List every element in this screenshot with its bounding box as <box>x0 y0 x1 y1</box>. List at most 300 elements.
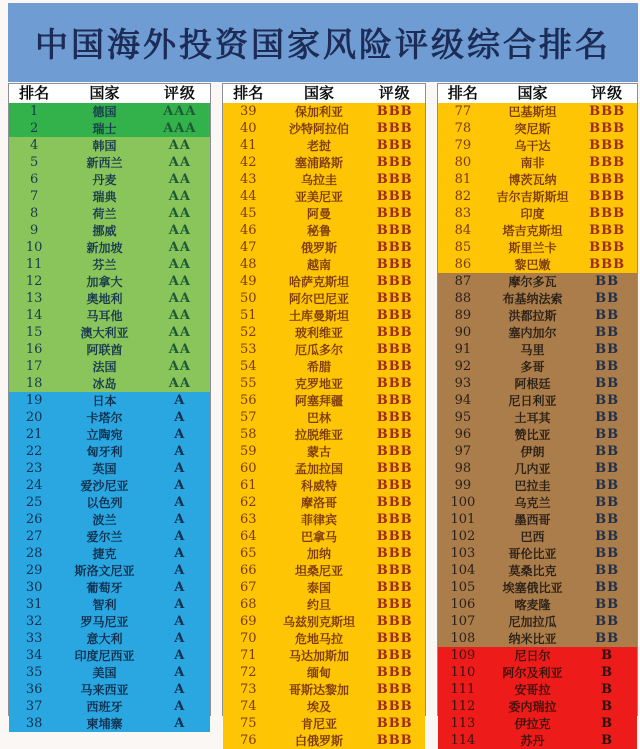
country-cell: 巴西 <box>520 530 545 544</box>
rank-cell: 26 <box>25 512 43 527</box>
table-row <box>223 647 425 664</box>
rank-cell: 81 <box>454 172 472 187</box>
rating-cell: BBB <box>376 665 413 680</box>
table-row <box>9 715 210 732</box>
rating-cell: AA <box>168 155 191 170</box>
rating-cell: BBB <box>376 325 413 340</box>
country-cell: 日本 <box>92 394 117 408</box>
table-row <box>9 647 210 664</box>
rating-cell: BBB <box>376 172 413 187</box>
rank-cell: 87 <box>454 274 472 289</box>
country-cell: 斯里兰卡 <box>508 241 557 255</box>
rank-cell: 58 <box>239 427 257 442</box>
rank-cell: 65 <box>239 546 257 561</box>
rating-cell: BBB <box>376 444 413 459</box>
rating-cell: BBB <box>589 240 626 255</box>
table-row <box>438 664 637 681</box>
country-cell: 丹麦 <box>92 173 117 187</box>
country-cell: 葡萄牙 <box>86 581 123 595</box>
country-cell: 厄瓜多尔 <box>294 343 343 357</box>
rank-cell: 4 <box>29 138 39 153</box>
table-row <box>9 171 210 188</box>
country-cell: 冰岛 <box>92 377 117 391</box>
table-row <box>438 137 637 154</box>
rating-cell: BBB <box>376 359 413 374</box>
table-row <box>223 732 425 749</box>
country-cell: 吉尔吉斯斯坦 <box>496 190 569 204</box>
table-row <box>223 579 425 596</box>
table-row <box>223 103 425 120</box>
rating-cell: BBB <box>376 121 413 136</box>
table-row <box>9 426 210 443</box>
country-cell: 卡塔尔 <box>86 411 123 425</box>
rating-cell: BBB <box>376 223 413 238</box>
rank-cell: 40 <box>239 121 257 136</box>
country-cell: 阿联酋 <box>86 343 123 357</box>
rating-cell: A <box>174 393 186 408</box>
rank-cell: 112 <box>450 699 476 714</box>
table-row <box>223 545 425 562</box>
rank-cell: 39 <box>239 104 257 119</box>
table-row <box>9 239 210 256</box>
rating-cell: BBB <box>376 546 413 561</box>
rating-cell: BBB <box>589 206 626 221</box>
rank-cell: 13 <box>25 291 43 306</box>
rating-cell: A <box>174 495 186 510</box>
country-cell: 智利 <box>92 598 117 612</box>
rating-cell: B <box>601 682 614 697</box>
rank-cell: 50 <box>239 291 257 306</box>
rating-cell: AA <box>168 325 191 340</box>
rating-cell: BBB <box>376 529 413 544</box>
country-cell: 加纳 <box>306 547 331 561</box>
table-row <box>9 358 210 375</box>
header-rating: 评级 <box>163 84 196 102</box>
rank-cell: 8 <box>29 206 39 221</box>
table-row <box>438 562 637 579</box>
country-cell: 南非 <box>520 156 545 170</box>
rating-cell: BBB <box>376 257 413 272</box>
rank-cell: 57 <box>239 410 257 425</box>
rank-cell: 95 <box>454 410 472 425</box>
rank-cell: 12 <box>25 274 43 289</box>
rank-cell: 78 <box>454 121 472 136</box>
table-row <box>438 341 637 358</box>
country-cell: 摩尔多瓦 <box>508 275 557 289</box>
ranking-table-1 <box>8 83 211 731</box>
rank-cell: 62 <box>239 495 257 510</box>
country-cell: 加拿大 <box>86 275 123 289</box>
rank-cell: 11 <box>25 257 43 272</box>
table-row <box>9 460 210 477</box>
rating-cell: BB <box>595 546 620 561</box>
rank-cell: 16 <box>25 342 43 357</box>
rank-cell: 21 <box>25 427 43 442</box>
rank-cell: 32 <box>25 614 43 629</box>
country-cell: 奥地利 <box>86 292 123 306</box>
rating-cell: BB <box>595 512 620 527</box>
rating-cell: AA <box>168 376 191 391</box>
rating-cell: A <box>174 631 186 646</box>
table-row <box>223 307 425 324</box>
country-cell: 布基纳法索 <box>502 292 563 306</box>
rating-cell: A <box>174 699 186 714</box>
table-row <box>9 154 210 171</box>
rank-cell: 18 <box>25 376 43 391</box>
country-cell: 意大利 <box>86 632 123 646</box>
rating-cell: BBB <box>376 138 413 153</box>
table-header <box>9 84 210 103</box>
country-cell: 孟加拉国 <box>294 462 343 476</box>
rating-cell: BBB <box>589 138 626 153</box>
rating-cell: B <box>601 733 614 748</box>
country-cell: 柬埔寨 <box>86 717 123 731</box>
table-body <box>223 103 425 749</box>
country-cell: 巴林 <box>306 411 331 425</box>
rank-cell: 94 <box>454 393 472 408</box>
rating-cell: AA <box>168 359 191 374</box>
table-row <box>9 375 210 392</box>
rank-cell: 67 <box>239 580 257 595</box>
rating-cell: BB <box>595 342 620 357</box>
rank-cell: 74 <box>239 699 257 714</box>
country-cell: 捷克 <box>92 547 117 561</box>
country-cell: 印度尼西亚 <box>74 649 135 663</box>
country-cell: 保加利亚 <box>294 105 343 119</box>
rank-cell: 69 <box>239 614 257 629</box>
header-rating: 评级 <box>378 84 411 102</box>
country-cell: 新西兰 <box>86 156 123 170</box>
rating-cell: BB <box>595 325 620 340</box>
rank-cell: 79 <box>454 138 472 153</box>
rating-cell: BBB <box>376 597 413 612</box>
rank-cell: 36 <box>25 682 43 697</box>
table-row <box>223 681 425 698</box>
rating-cell: BB <box>595 291 620 306</box>
country-cell: 瑞典 <box>92 190 117 204</box>
rank-cell: 76 <box>239 733 257 748</box>
rank-cell: 53 <box>239 342 257 357</box>
rank-cell: 20 <box>25 410 43 425</box>
country-cell: 多哥 <box>520 360 545 374</box>
country-cell: 蒙古 <box>306 445 331 459</box>
rank-cell: 30 <box>25 580 43 595</box>
country-cell: 英国 <box>92 462 117 476</box>
table-row <box>438 494 637 511</box>
country-cell: 菲律宾 <box>300 513 337 527</box>
country-cell: 墨西哥 <box>514 513 551 527</box>
table-row <box>223 120 425 137</box>
table-row <box>223 443 425 460</box>
rating-cell: BBB <box>376 648 413 663</box>
rating-cell: BB <box>595 478 620 493</box>
rating-cell: BB <box>595 614 620 629</box>
country-cell: 希腊 <box>306 360 331 374</box>
rating-cell: BBB <box>376 308 413 323</box>
country-cell: 阿尔巴尼亚 <box>288 292 349 306</box>
rating-cell: A <box>174 580 186 595</box>
rank-cell: 54 <box>239 359 257 374</box>
country-cell: 波兰 <box>92 513 117 527</box>
rank-cell: 98 <box>454 461 472 476</box>
country-cell: 老挝 <box>306 139 331 153</box>
rating-cell: AA <box>168 189 191 204</box>
table-row <box>438 511 637 528</box>
rating-cell: B <box>601 648 614 663</box>
rating-cell: BB <box>595 461 620 476</box>
table-row <box>438 443 637 460</box>
rank-cell: 7 <box>29 189 39 204</box>
country-cell: 埃塞俄比亚 <box>502 581 563 595</box>
table-row <box>9 681 210 698</box>
table-row <box>223 426 425 443</box>
table-body <box>438 103 637 749</box>
country-cell: 乌拉圭 <box>300 173 337 187</box>
country-cell: 约旦 <box>306 598 331 612</box>
table-row <box>438 545 637 562</box>
rating-cell: BBB <box>376 580 413 595</box>
rating-cell: BBB <box>376 733 413 748</box>
rank-cell: 34 <box>25 648 43 663</box>
rating-cell: BBB <box>376 206 413 221</box>
rank-cell: 72 <box>239 665 257 680</box>
rank-cell: 38 <box>25 716 43 731</box>
rank-cell: 88 <box>454 291 472 306</box>
table-row <box>438 647 637 664</box>
country-cell: 法国 <box>92 360 117 374</box>
table-row <box>438 596 637 613</box>
rating-cell: BB <box>595 631 620 646</box>
rank-cell: 42 <box>239 155 257 170</box>
rank-cell: 64 <box>239 529 257 544</box>
table-row <box>438 681 637 698</box>
table-row <box>438 409 637 426</box>
rank-cell: 10 <box>25 240 43 255</box>
rank-cell: 49 <box>239 274 257 289</box>
rating-cell: A <box>174 563 186 578</box>
table-row <box>223 528 425 545</box>
rank-cell: 71 <box>239 648 257 663</box>
rank-cell: 75 <box>239 716 257 731</box>
rating-cell: B <box>601 665 614 680</box>
country-cell: 马耳他 <box>86 309 123 323</box>
country-cell: 玻利维亚 <box>294 326 343 340</box>
country-cell: 土库曼斯坦 <box>288 309 349 323</box>
table-row <box>9 443 210 460</box>
rank-cell: 102 <box>450 529 476 544</box>
table-row <box>438 239 637 256</box>
rating-cell: A <box>174 410 186 425</box>
table-row <box>9 273 210 290</box>
rating-cell: AA <box>168 206 191 221</box>
country-cell: 沙特阿拉伯 <box>288 122 349 136</box>
rating-cell: BBB <box>589 172 626 187</box>
rating-cell: AA <box>168 240 191 255</box>
rating-cell: AA <box>168 308 191 323</box>
table-row <box>438 324 637 341</box>
rating-cell: A <box>174 597 186 612</box>
rank-cell: 99 <box>454 478 472 493</box>
rank-cell: 48 <box>239 257 257 272</box>
table-row <box>438 205 637 222</box>
country-cell: 亚美尼亚 <box>294 190 343 204</box>
rating-cell: A <box>174 648 186 663</box>
rating-cell: BBB <box>376 631 413 646</box>
rank-cell: 33 <box>25 631 43 646</box>
table-row <box>438 103 637 120</box>
rating-cell: BB <box>595 308 620 323</box>
rank-cell: 89 <box>454 308 472 323</box>
table-row <box>9 545 210 562</box>
rating-cell: BBB <box>376 563 413 578</box>
table-row <box>438 171 637 188</box>
country-cell: 博茨瓦纳 <box>508 173 557 187</box>
rank-cell: 15 <box>25 325 43 340</box>
country-cell: 德国 <box>92 105 117 119</box>
country-cell: 巴基斯坦 <box>508 105 557 119</box>
rating-cell: BBB <box>376 155 413 170</box>
table-row <box>223 256 425 273</box>
rank-cell: 59 <box>239 444 257 459</box>
country-cell: 哥斯达黎加 <box>288 683 349 697</box>
country-cell: 埃及 <box>306 700 331 714</box>
rank-cell: 29 <box>25 563 43 578</box>
country-cell: 尼日利亚 <box>508 394 557 408</box>
country-cell: 几内亚 <box>514 462 551 476</box>
ranking-table-2 <box>222 83 426 748</box>
country-cell: 俄罗斯 <box>300 241 337 255</box>
rank-cell: 63 <box>239 512 257 527</box>
table-row <box>223 698 425 715</box>
header-rank: 排名 <box>447 84 478 102</box>
table-body <box>9 103 210 732</box>
country-cell: 荷兰 <box>92 207 117 221</box>
rank-cell: 114 <box>450 733 476 748</box>
rank-cell: 27 <box>25 529 43 544</box>
table-row <box>438 698 637 715</box>
country-cell: 新加坡 <box>86 241 123 255</box>
rank-cell: 25 <box>25 495 43 510</box>
rank-cell: 44 <box>239 189 257 204</box>
table-row <box>223 477 425 494</box>
table-row <box>9 205 210 222</box>
country-cell: 乌兹别克斯坦 <box>282 615 355 629</box>
rank-cell: 55 <box>239 376 257 391</box>
country-cell: 爱尔兰 <box>86 530 123 544</box>
rating-cell: A <box>174 478 186 493</box>
rank-cell: 103 <box>450 546 476 561</box>
country-cell: 拉脱维亚 <box>294 428 343 442</box>
rating-cell: BBB <box>376 393 413 408</box>
rank-cell: 51 <box>239 308 257 323</box>
rank-cell: 83 <box>454 206 472 221</box>
country-cell: 赞比亚 <box>514 428 551 442</box>
rank-cell: 35 <box>25 665 43 680</box>
country-cell: 乌干达 <box>514 139 551 153</box>
country-cell: 以色列 <box>86 496 123 510</box>
rating-cell: A <box>174 529 186 544</box>
rank-cell: 111 <box>450 682 476 697</box>
country-cell: 莫桑比克 <box>508 564 557 578</box>
table-row <box>223 409 425 426</box>
country-cell: 伊拉克 <box>514 717 551 731</box>
rating-cell: BBB <box>589 121 626 136</box>
country-cell: 乌克兰 <box>514 496 551 510</box>
country-cell: 阿曼 <box>306 207 331 221</box>
header-country: 国家 <box>517 84 548 102</box>
rating-cell: BB <box>595 563 620 578</box>
header-rank: 排名 <box>233 84 264 102</box>
rank-cell: 108 <box>450 631 476 646</box>
table-row <box>9 596 210 613</box>
country-cell: 摩洛哥 <box>300 496 337 510</box>
country-cell: 匈牙利 <box>86 445 123 459</box>
table-header <box>438 84 637 103</box>
table-row <box>438 375 637 392</box>
table-row <box>9 562 210 579</box>
rank-cell: 66 <box>239 563 257 578</box>
rating-cell: B <box>601 699 614 714</box>
rank-cell: 56 <box>239 393 257 408</box>
table-row <box>438 256 637 273</box>
country-cell: 黎巴嫩 <box>514 258 551 272</box>
header-country: 国家 <box>303 84 334 102</box>
table-row <box>9 409 210 426</box>
country-cell: 塞内加尔 <box>508 326 557 340</box>
rating-cell: A <box>174 512 186 527</box>
country-cell: 爱沙尼亚 <box>80 479 129 493</box>
country-cell: 尼加拉瓜 <box>508 615 557 629</box>
rating-cell: BBB <box>376 291 413 306</box>
header-country: 国家 <box>89 84 120 102</box>
table-row <box>223 171 425 188</box>
table-row <box>223 358 425 375</box>
table-row <box>438 392 637 409</box>
country-cell: 克罗地亚 <box>294 377 343 391</box>
rank-cell: 82 <box>454 189 472 204</box>
rank-cell: 90 <box>454 325 472 340</box>
country-cell: 马来西亚 <box>80 683 129 697</box>
table-row <box>9 103 210 120</box>
table-row <box>438 528 637 545</box>
rank-cell: 96 <box>454 427 472 442</box>
table-row <box>438 120 637 137</box>
rank-cell: 68 <box>239 597 257 612</box>
rating-cell: A <box>174 444 186 459</box>
rank-cell: 6 <box>29 172 39 187</box>
table-row <box>223 290 425 307</box>
rank-cell: 23 <box>25 461 43 476</box>
rating-cell: BBB <box>376 699 413 714</box>
rating-cell: BBB <box>376 240 413 255</box>
country-cell: 芬兰 <box>92 258 117 272</box>
table-header <box>223 84 425 103</box>
rating-cell: AA <box>168 291 191 306</box>
table-row <box>9 222 210 239</box>
table-row <box>223 273 425 290</box>
table-row <box>438 715 637 732</box>
rating-cell: BB <box>595 274 620 289</box>
table-row <box>438 460 637 477</box>
rating-cell: AAA <box>163 121 197 136</box>
country-cell: 巴拿马 <box>300 530 337 544</box>
table-row <box>9 137 210 154</box>
country-cell: 塔吉克斯坦 <box>502 224 563 238</box>
country-cell: 坦桑尼亚 <box>294 564 343 578</box>
header-rank: 排名 <box>19 84 50 102</box>
table-row <box>438 477 637 494</box>
table-row <box>223 664 425 681</box>
